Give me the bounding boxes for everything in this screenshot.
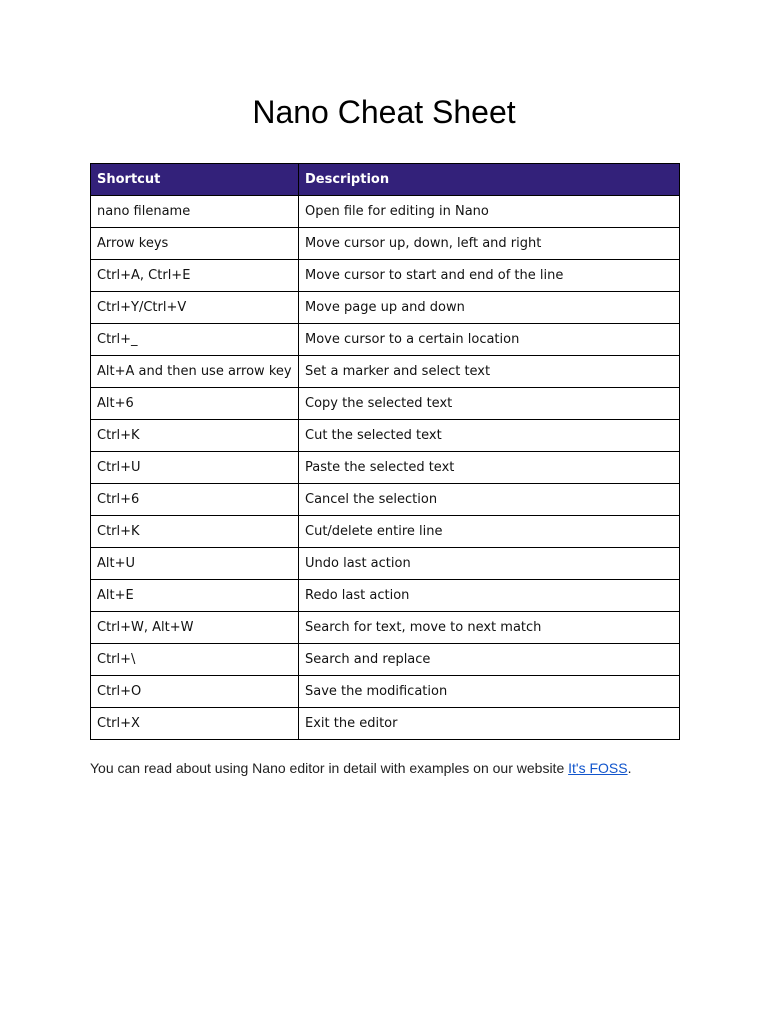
description-cell: Set a marker and select text [299, 356, 680, 388]
shortcut-cell: Arrow keys [91, 228, 299, 260]
description-cell: Undo last action [299, 548, 680, 580]
table-row [91, 708, 680, 740]
shortcut-cell: Alt+E [91, 580, 299, 612]
description-cell: Cancel the selection [299, 484, 680, 516]
description-cell: Open file for editing in Nano [299, 196, 680, 228]
header-description: Description [299, 164, 680, 196]
table-row [91, 676, 680, 708]
description-cell: Search and replace [299, 644, 680, 676]
shortcut-cell: Alt+U [91, 548, 299, 580]
shortcut-cell: Ctrl+_ [91, 324, 299, 356]
description-cell: Cut/delete entire line [299, 516, 680, 548]
its-foss-link[interactable]: It's FOSS [568, 760, 628, 776]
shortcut-cell: nano filename [91, 196, 299, 228]
shortcut-cell: Ctrl+U [91, 452, 299, 484]
description-cell: Move cursor up, down, left and right [299, 228, 680, 260]
table-row [91, 196, 680, 228]
shortcut-cell: Alt+A and then use arrow key [91, 356, 299, 388]
description-cell: Move page up and down [299, 292, 680, 324]
description-cell: Move cursor to a certain location [299, 324, 680, 356]
description-cell: Paste the selected text [299, 452, 680, 484]
footer-note [90, 759, 730, 777]
table-row [91, 388, 680, 420]
shortcut-table [90, 163, 680, 740]
table-row [91, 356, 680, 388]
description-cell: Redo last action [299, 580, 680, 612]
shortcut-cell: Ctrl+Y/Ctrl+V [91, 292, 299, 324]
description-cell: Search for text, move to next match [299, 612, 680, 644]
header-shortcut: Shortcut [91, 164, 299, 196]
shortcut-cell: Ctrl+X [91, 708, 299, 740]
description-cell: Exit the editor [299, 708, 680, 740]
description-cell: Copy the selected text [299, 388, 680, 420]
table-row [91, 612, 680, 644]
shortcut-cell: Ctrl+A, Ctrl+E [91, 260, 299, 292]
shortcut-cell: Ctrl+K [91, 420, 299, 452]
footer-text: You can read about using Nano editor in detail with examples on our website [90, 760, 569, 776]
table-row [91, 644, 680, 676]
table-row [91, 516, 680, 548]
table-row [91, 260, 680, 292]
table-row [91, 420, 680, 452]
table-row [91, 228, 680, 260]
table-row [91, 484, 680, 516]
shortcut-cell: Ctrl+O [91, 676, 299, 708]
table-row [91, 548, 680, 580]
shortcut-cell: Ctrl+6 [91, 484, 299, 516]
page-title: Nano Cheat Sheet [252, 94, 516, 130]
shortcut-cell: Ctrl+K [91, 516, 299, 548]
table-header-row [91, 164, 680, 196]
shortcut-cell: Ctrl+W, Alt+W [91, 612, 299, 644]
table-row [91, 324, 680, 356]
footer-suffix: . [627, 760, 632, 776]
table-row [91, 580, 680, 612]
description-cell: Cut the selected text [299, 420, 680, 452]
shortcut-cell: Alt+6 [91, 388, 299, 420]
description-cell: Save the modification [299, 676, 680, 708]
table-row [91, 452, 680, 484]
table-row [91, 292, 680, 324]
description-cell: Move cursor to start and end of the line [299, 260, 680, 292]
shortcut-cell: Ctrl+\ [91, 644, 299, 676]
table-body [91, 196, 680, 740]
